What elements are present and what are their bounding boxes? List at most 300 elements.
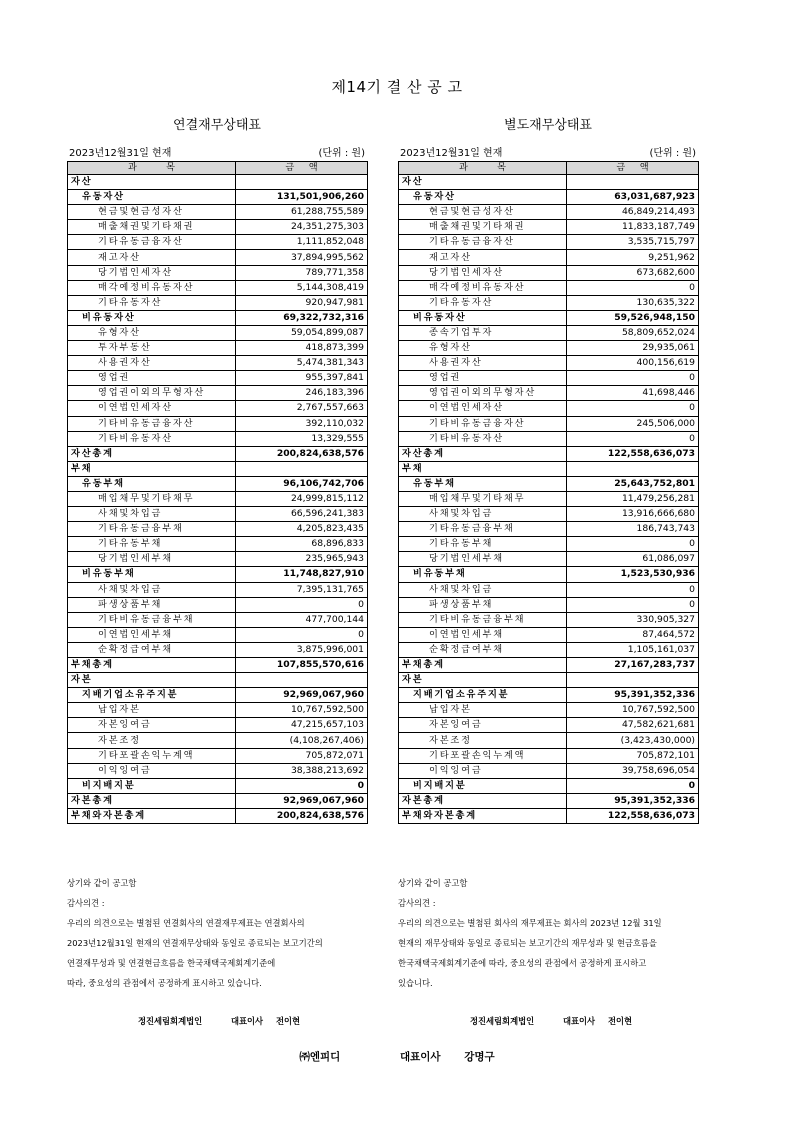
table-row — [399, 371, 699, 386]
account-label — [82, 688, 225, 702]
account-label-text: 사 채 및 차 입 금 — [98, 508, 161, 520]
table-row — [68, 673, 368, 688]
account-label — [98, 749, 229, 763]
account-label — [429, 613, 560, 627]
account-label-text: 종 속 기 업 투 자 — [429, 326, 492, 338]
account-label-text: 사 채 및 차 입 금 — [429, 583, 492, 595]
account-amount: 63,031,687,923 — [567, 190, 699, 205]
balance-sheet-table — [67, 161, 368, 824]
account-name — [68, 763, 236, 778]
table-row — [68, 808, 368, 823]
account-amount: 246,183,396 — [236, 386, 368, 401]
account-name — [399, 778, 567, 793]
account-label-text: 매 출 채 권 및 기 타 채 권 — [429, 221, 524, 233]
account-label-text: 유 동 부 채 — [413, 477, 455, 489]
table-row — [399, 612, 699, 627]
account-amount: 13,329,555 — [236, 431, 368, 446]
account-label-text: 자 본 조 정 — [98, 734, 140, 746]
account-label-text: 납 입 자 본 — [429, 704, 471, 716]
account-amount: 38,388,213,692 — [236, 763, 368, 778]
account-label-text: 기 타 유 동 금 융 부 채 — [429, 523, 513, 535]
account-name — [399, 748, 567, 763]
account-amount: 4,205,823,435 — [236, 522, 368, 537]
account-label-text: 영 업 권 — [98, 372, 129, 384]
account-label — [98, 296, 229, 310]
account-label — [413, 688, 556, 702]
account-amount: 27,167,283,737 — [567, 658, 699, 673]
account-name — [68, 567, 236, 582]
table-row — [399, 537, 699, 552]
account-label-text: 투 자 부 동 산 — [98, 342, 150, 354]
account-label-text: 매 입 채 무 및 기 타 채 무 — [429, 493, 524, 505]
account-amount: 1,105,161,037 — [567, 642, 699, 657]
table-row — [399, 280, 699, 295]
account-amount: 3,875,996,001 — [236, 642, 368, 657]
table-row — [68, 220, 368, 235]
account-label — [98, 552, 229, 566]
account-amount: 66,596,241,383 — [236, 507, 368, 522]
account-amount: 58,809,652,024 — [567, 325, 699, 340]
account-name — [399, 175, 567, 190]
account-label-text: 당 기 법 인 세 부 채 — [429, 553, 503, 565]
account-name — [68, 175, 236, 190]
account-label — [429, 432, 560, 446]
account-amount — [567, 673, 699, 688]
account-label-text: 유 형 자 산 — [429, 342, 471, 354]
account-name — [399, 627, 567, 642]
table-row — [399, 597, 699, 612]
table-row — [68, 325, 368, 340]
account-label — [98, 266, 229, 280]
account-label-text: 납 입 자 본 — [98, 704, 140, 716]
account-name — [68, 356, 236, 371]
account-name — [399, 250, 567, 265]
table-row — [68, 461, 368, 476]
account-label — [98, 281, 229, 295]
table-row — [68, 235, 368, 250]
account-name — [68, 341, 236, 356]
account-amount: 11,479,256,281 — [567, 491, 699, 506]
account-name — [68, 461, 236, 476]
account-name — [399, 265, 567, 280]
account-amount: 245,506,000 — [567, 416, 699, 431]
consolidated-statement — [67, 116, 367, 824]
account-name — [399, 522, 567, 537]
account-label — [98, 205, 229, 219]
account-name — [68, 642, 236, 657]
account-name — [399, 688, 567, 703]
table-row — [399, 808, 699, 823]
account-label — [429, 386, 560, 400]
auditor-role: 대표이사 — [563, 1016, 596, 1026]
account-name — [68, 673, 236, 688]
table-row — [68, 627, 368, 642]
account-amount: 10,767,592,500 — [236, 703, 368, 718]
table-row — [68, 748, 368, 763]
account-label — [71, 673, 232, 687]
account-label-text: 자 산 — [71, 176, 91, 188]
account-name — [399, 220, 567, 235]
account-name — [68, 220, 236, 235]
table-row — [399, 325, 699, 340]
account-label-text: 매 각 예 정 비 유 동 자 산 — [429, 281, 524, 293]
statement-title: 연결재무상태표 — [173, 118, 261, 133]
account-amount: 95,391,352,336 — [567, 688, 699, 703]
account-name — [68, 733, 236, 748]
account-amount: (4,108,267,406) — [236, 733, 368, 748]
account-name — [399, 356, 567, 371]
account-label-text: 자 본 — [402, 674, 422, 686]
account-amount: 0 — [567, 582, 699, 597]
table-row — [68, 567, 368, 582]
account-label-text: 파 생 상 품 부 채 — [429, 598, 492, 610]
account-name — [68, 446, 236, 461]
account-label-text: 기 타 비 유 동 금 융 자 산 — [429, 417, 524, 429]
account-label-text: 기 타 비 유 동 자 산 — [429, 432, 503, 444]
table-row — [68, 371, 368, 386]
note-line: 연결재무성과 및 연결현금흐름을 한국채택국제회계기준에 — [67, 958, 276, 968]
audit-notes-separate — [398, 873, 718, 993]
account-amount: 235,965,943 — [236, 552, 368, 567]
account-label-text: 기 타 비 유 동 자 산 — [98, 432, 172, 444]
account-label — [98, 718, 229, 732]
account-label — [429, 598, 560, 612]
account-label-text: 파 생 상 품 부 채 — [98, 598, 161, 610]
account-amount: 3,535,715,797 — [567, 235, 699, 250]
account-name — [68, 552, 236, 567]
account-name — [399, 295, 567, 310]
account-label-text: 비 지 배 지 분 — [413, 779, 465, 791]
table-row — [399, 295, 699, 310]
account-label — [98, 703, 229, 717]
account-label — [429, 643, 560, 657]
account-amount: 400,156,619 — [567, 356, 699, 371]
account-amount: 0 — [236, 627, 368, 642]
table-row — [68, 763, 368, 778]
account-label — [98, 613, 229, 627]
account-label-text: 비 유 동 자 산 — [413, 311, 465, 323]
account-label — [429, 251, 560, 265]
account-label — [98, 326, 229, 340]
account-name — [68, 295, 236, 310]
account-label-text: 유 동 부 채 — [82, 477, 124, 489]
account-label — [98, 492, 229, 506]
header-item: 과 목 — [399, 162, 567, 175]
account-label-text: 순 확 정 급 여 부 채 — [429, 643, 503, 655]
account-label — [429, 583, 560, 597]
account-name — [68, 401, 236, 416]
account-amount: 96,106,742,706 — [236, 476, 368, 491]
account-label — [82, 311, 225, 325]
note-line: 상기와 같이 공고함 — [67, 878, 137, 888]
account-amount: 5,474,381,343 — [236, 356, 368, 371]
account-label — [429, 235, 560, 249]
account-label — [402, 658, 563, 672]
account-label — [98, 643, 229, 657]
account-name — [68, 522, 236, 537]
account-label — [82, 779, 225, 793]
account-label — [98, 220, 229, 234]
account-amount — [236, 175, 368, 190]
account-label-text: 영 업 권 이 외 의 무 형 자 산 — [429, 387, 535, 399]
account-label-text: 기 타 포 괄 손 익 누 계 액 — [429, 749, 524, 761]
account-label — [429, 507, 560, 521]
account-amount: 47,582,621,681 — [567, 718, 699, 733]
account-name — [399, 190, 567, 205]
account-label — [429, 356, 560, 370]
account-label-text: 자 본 — [71, 674, 91, 686]
account-label — [429, 205, 560, 219]
table-row — [68, 280, 368, 295]
account-amount: 131,501,906,260 — [236, 190, 368, 205]
account-label-text: 기 타 유 동 금 융 자 산 — [429, 236, 513, 248]
account-amount: 92,969,067,960 — [236, 793, 368, 808]
note-line: 감사의견 : — [67, 898, 105, 908]
table-row — [68, 552, 368, 567]
account-name — [399, 808, 567, 823]
account-label — [402, 794, 563, 808]
account-amount: 705,872,071 — [236, 748, 368, 763]
table-row — [68, 431, 368, 446]
table-row — [399, 310, 699, 325]
account-amount: 92,969,067,960 — [236, 688, 368, 703]
account-name — [68, 537, 236, 552]
table-row — [68, 491, 368, 506]
account-label-text: 영 업 권 — [429, 372, 460, 384]
account-amount: 41,698,446 — [567, 386, 699, 401]
account-label — [429, 749, 560, 763]
account-name — [68, 491, 236, 506]
account-label-text: 기 타 포 괄 손 익 누 계 액 — [98, 749, 193, 761]
account-name — [399, 658, 567, 673]
auditor-name: 전이현 — [275, 1016, 301, 1026]
account-name — [68, 235, 236, 250]
account-name — [68, 325, 236, 340]
account-label — [429, 266, 560, 280]
account-amount: 5,144,308,419 — [236, 280, 368, 295]
table-row — [399, 416, 699, 431]
table-row — [399, 401, 699, 416]
account-amount: 0 — [567, 778, 699, 793]
account-label — [429, 492, 560, 506]
account-label-text: 기 타 유 동 자 산 — [429, 296, 492, 308]
account-label — [429, 718, 560, 732]
account-amount: 0 — [236, 778, 368, 793]
auditor-signature — [470, 1015, 658, 1027]
account-name — [399, 733, 567, 748]
account-name — [399, 642, 567, 657]
account-label-text: 부 채 — [402, 462, 422, 474]
table-row — [399, 748, 699, 763]
account-name — [399, 325, 567, 340]
account-name — [68, 808, 236, 823]
table-row — [399, 627, 699, 642]
account-label — [413, 311, 556, 325]
account-name — [68, 476, 236, 491]
account-name — [399, 597, 567, 612]
account-label — [98, 371, 229, 385]
account-label — [429, 296, 560, 310]
account-label-text: 자 본 잉 여 금 — [98, 719, 150, 731]
account-label-text: 기 타 유 동 금 융 자 산 — [98, 236, 182, 248]
account-label-text: 현 금 및 현 금 성 자 산 — [98, 206, 182, 218]
table-row — [68, 295, 368, 310]
table-row — [68, 416, 368, 431]
account-name — [399, 371, 567, 386]
account-label-text: 지 배 기 업 소 유 주 지 분 — [82, 689, 177, 701]
account-name — [68, 310, 236, 325]
account-amount: 24,999,815,112 — [236, 491, 368, 506]
statement-meta — [67, 148, 367, 160]
account-label — [98, 356, 229, 370]
header-amount: 금 액 — [567, 162, 699, 175]
table-row — [68, 522, 368, 537]
account-label-text: 부 채 총 계 — [71, 659, 113, 671]
account-label — [402, 673, 563, 687]
account-name — [399, 461, 567, 476]
table-row — [399, 235, 699, 250]
account-amount: 46,849,214,493 — [567, 205, 699, 220]
account-label — [98, 628, 229, 642]
account-label-text: 사 용 권 자 산 — [429, 357, 481, 369]
account-amount: 25,643,752,801 — [567, 476, 699, 491]
account-label-text: 사 채 및 차 입 금 — [429, 508, 492, 520]
account-label-text: 비 지 배 지 분 — [82, 779, 134, 791]
statement-unit: (단위 : 원) — [649, 148, 696, 159]
account-amount: 11,748,827,910 — [236, 567, 368, 582]
auditor-signature — [138, 1015, 326, 1027]
account-label — [71, 658, 232, 672]
account-label-text: 재 고 자 산 — [429, 251, 471, 263]
account-name — [68, 612, 236, 627]
account-label — [429, 522, 560, 536]
account-amount: 0 — [567, 371, 699, 386]
account-label — [71, 175, 232, 189]
header-item: 과 목 — [68, 162, 236, 175]
account-label — [413, 190, 556, 204]
note-line: 한국채택국제회계기준에 따라, 중요성의 관점에서 공정하게 표시하고 — [398, 958, 647, 968]
account-amount: 95,391,352,336 — [567, 793, 699, 808]
account-name — [399, 431, 567, 446]
table-row — [68, 582, 368, 597]
note-line: 우리의 의견으로는 별첨된 연결회사의 연결재무제표는 연결회사의 — [67, 918, 305, 928]
account-name — [399, 205, 567, 220]
account-amount: 673,682,600 — [567, 265, 699, 280]
account-label-text: 기 타 비 유 동 금 융 부 채 — [98, 613, 193, 625]
table-header-row — [399, 162, 699, 175]
account-amount: 69,322,732,316 — [236, 310, 368, 325]
account-amount: 0 — [567, 431, 699, 446]
table-row — [68, 793, 368, 808]
account-amount: 59,526,948,150 — [567, 310, 699, 325]
account-label-text: 유 형 자 산 — [98, 326, 140, 338]
account-label-text: 이 연 법 인 세 자 산 — [98, 402, 172, 414]
account-name — [68, 386, 236, 401]
table-row — [399, 446, 699, 461]
table-row — [399, 386, 699, 401]
account-label — [98, 598, 229, 612]
account-label-text: 부 채 총 계 — [402, 659, 444, 671]
auditor-name: 전이현 — [607, 1016, 633, 1026]
table-row — [68, 356, 368, 371]
account-name — [68, 658, 236, 673]
account-label — [98, 522, 229, 536]
table-row — [68, 386, 368, 401]
account-label — [429, 734, 560, 748]
account-amount: 7,395,131,765 — [236, 582, 368, 597]
account-name — [399, 476, 567, 491]
account-amount: 107,855,570,616 — [236, 658, 368, 673]
auditor-firm: 정진세림회계법인 — [470, 1016, 535, 1026]
table-row — [68, 265, 368, 280]
account-amount: 9,251,962 — [567, 250, 699, 265]
account-label — [402, 809, 563, 823]
account-label-text: 재 고 자 산 — [98, 251, 140, 263]
table-row — [68, 250, 368, 265]
account-name — [68, 431, 236, 446]
account-amount: 37,894,995,562 — [236, 250, 368, 265]
table-row — [68, 205, 368, 220]
table-row — [68, 537, 368, 552]
account-name — [399, 673, 567, 688]
account-name — [68, 793, 236, 808]
account-label-text: 자 본 총 계 — [402, 794, 444, 806]
table-row — [68, 612, 368, 627]
account-name — [68, 371, 236, 386]
account-label — [98, 764, 229, 778]
account-name — [399, 718, 567, 733]
statement-unit: (단위 : 원) — [318, 148, 365, 159]
account-label — [429, 281, 560, 295]
account-name — [399, 763, 567, 778]
balance-sheet-table — [398, 161, 699, 824]
account-label-text: 순 확 정 급 여 부 채 — [98, 643, 172, 655]
ceo-name: 강명구 — [464, 1051, 495, 1063]
account-label-text: 매 각 예 정 비 유 동 자 산 — [98, 281, 193, 293]
table-row — [399, 341, 699, 356]
account-amount: 0 — [567, 597, 699, 612]
auditor-role: 대표이사 — [231, 1016, 264, 1026]
account-label-text: 기 타 비 유 동 금 융 부 채 — [429, 613, 524, 625]
account-name — [399, 341, 567, 356]
account-name — [399, 703, 567, 718]
account-name — [68, 582, 236, 597]
account-amount: 955,397,841 — [236, 371, 368, 386]
account-label — [98, 386, 229, 400]
table-row — [68, 597, 368, 612]
account-label — [98, 417, 229, 431]
ceo-role: 대표이사 — [399, 1051, 441, 1063]
account-label — [413, 779, 556, 793]
account-amount: 24,351,275,303 — [236, 220, 368, 235]
account-amount: 2,767,557,663 — [236, 401, 368, 416]
account-label-text: 사 채 및 차 입 금 — [98, 583, 161, 595]
account-label — [429, 341, 560, 355]
header-amount: 금 액 — [236, 162, 368, 175]
account-label-text: 이 연 법 인 세 부 채 — [98, 628, 172, 640]
table-row — [399, 265, 699, 280]
account-amount: 0 — [567, 401, 699, 416]
account-label-text: 자 본 총 계 — [71, 794, 113, 806]
account-label — [429, 703, 560, 717]
account-amount: 59,054,899,087 — [236, 325, 368, 340]
page-title: 제14기 결 산 공 고 — [331, 78, 463, 96]
account-name — [68, 627, 236, 642]
account-name — [68, 748, 236, 763]
account-name — [399, 416, 567, 431]
account-amount: 68,896,833 — [236, 537, 368, 552]
account-label — [98, 583, 229, 597]
